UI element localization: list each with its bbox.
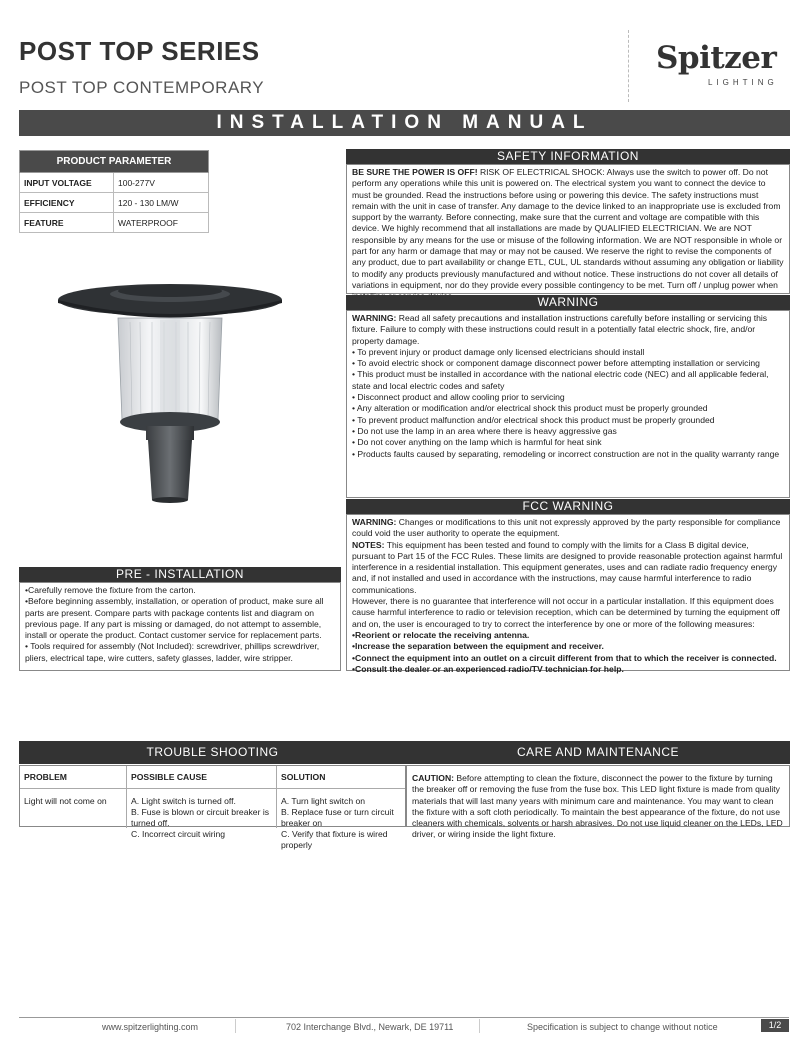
list-item: • To avoid electric shock or component damage disconnect power before attempting installation or servicing [352,358,760,369]
care-body: Before attempting to clean the fixture, disconnect the power to the fixture by turning the breaker off or removing the fuse from the fuse box. This LED light fixture is made from quality materials that will last many years with minimum care and maintenance. You may want to clean the fixture with a soft cloth periodically. To maintain the best appearance of the fixture, do not use cleaners with chemicals, solvents or harsh abrasives. Do not use liquid cleaner on the LEDs, LED driver, or wiring inside the light fixture. [412,773,783,840]
trouble-shooting-table [19,765,406,850]
list-item: • Products faults caused by separating, remodeling or incorrect construction are not in the quality warranty range [352,448,780,459]
page-number: 1/2 [761,1019,789,1032]
trouble-shooting-heading: TROUBLE SHOOTING [19,741,406,764]
brand-logo [656,40,790,92]
safety-body: RISK OF ELECTRICAL SHOCK: Always use the switch to power off. Do not perform any operations while this unit is powered on. The electrical system you want to connect the device to must be grounded. Read the instructions before using or powering this device. The safety instructions must remain with the unit in case of transfer. Any damage to the device linked to an inappropriate use is excluded from support by the warranty. Before connecting, make sure that the current and voltage are compatible with this device. We highly recommend that all installations are made by QUALIFIED ELECTRICIAN. We are NOT responsible by any means for the use or misuse of the following information. We are NOT responsible in whole or part for any harm or damage that may or may not be caused. We reserve the right to revise the components of any product, due to part availability or change ETL, CUL, UL standards without assuming any obligation or liability to modify any products previously manufactured and without notice. These instructions do not cover all details of variations in equipment, nor do they provide every possible contingency to be met. Turn off / unplug power when [352,167,784,290]
list-item: •Connect the equipment into an outlet on a circuit different from that to which the receiver is connected. [352,652,777,663]
post-top-lamp-illustration [40,270,300,530]
footer-separator [479,1019,480,1033]
param-value: WATERPROOF [114,213,209,233]
product-parameter-table [19,150,209,233]
list-item: • Tools required for assembly (Not Included): screwdriver, phillips screwdriver, pliers, electrical tape, wire cutters, safety glasses, ladder, wire stripper. [25,641,320,663]
param-value: 120 - 130 LM/W [114,193,209,213]
param-key: INPUT VOLTAGE [20,173,114,193]
product-parameter-heading: PRODUCT PARAMETER [20,151,209,173]
list-item: A. Light switch is turned off. [131,796,236,806]
column-divider [126,766,127,828]
list-item: C. Verify that fixture is wired properly [281,829,388,850]
footer-address: 702 Interchange Blvd., Newark, DE 19711 [286,1022,454,1032]
warning-lead: WARNING: [352,313,397,323]
column-header-solution: SOLUTION [281,772,326,782]
table-row [20,213,209,233]
list-item: • To prevent product malfunction and/or electrical shock this product must be properly grounded [352,414,715,425]
problem-cell: Light will not come on [24,796,107,806]
warning-intro: Read all safety precautions and installation instructions carefully before installing or servicing this fixture. Failure to comply with these instructions could result in a potentially fatal electric shock, fire, and/or property damage. [352,313,768,346]
warning-heading: WARNING [346,295,790,310]
fcc-text-notes: This equipment has been tested and found to comply with the limits for a Class B digital device, pursuant to Part 15 of the FCC Rules. These limits are designed to provide reasonable protection against harmful interference in a residential installation. This equipment generates, uses and can radiate radio frequency energy and, if not installed and used in accordance with the instructions, may cause harmful interference to radio communications. [352,539,783,595]
pre-installation-heading: PRE - INSTALLATION [19,567,341,582]
list-item: • This product must be installed in accordance with the national electric code (NEC) and all applicable federal, state and local electric codes and safety [352,369,769,391]
care-maintenance-heading: CARE AND MAINTENANCE [406,741,790,764]
fcc-lead-warning: WARNING: [352,517,397,527]
list-item: C. Incorrect circuit wiring [131,829,226,839]
fcc-heading: FCC WARNING [346,499,790,514]
column-header-cause: POSSIBLE CAUSE [131,772,207,782]
manual-title-bar: INSTALLATION MANUAL [19,110,790,136]
table-row [20,193,209,213]
param-key: FEATURE [20,213,114,233]
header-divider [20,788,405,789]
list-item: •Consult the dealer or an experienced radio/TV technician for help. [352,663,624,674]
column-header-problem: PROBLEM [24,772,67,782]
list-item: • Do not cover anything on the lamp which is harmful for heat sink [352,437,602,448]
page-subtitle: POST TOP CONTEMPORARY [19,78,265,97]
list-item: B. Fuse is blown or circuit breaker is turned off. [131,807,270,828]
column-divider [276,766,277,828]
table-row [20,173,209,193]
safety-lead: BE SURE THE POWER IS OFF! [352,167,478,177]
list-item: • Any alteration or modification and/or electrical shock this product must be properly grounded [352,403,708,414]
fcc-lead-notes: NOTES: [352,539,385,550]
warning-text [346,310,790,498]
fcc-text-warning: Changes or modifications to this unit not expressly approved by the party responsible for compliance could void the user authority to operate the equipment. [352,517,781,539]
fcc-text [346,514,790,674]
list-item: • Disconnect product and allow cooling prior to servicing [352,392,565,403]
list-item: •Increase the separation between the equipment and receiver. [352,641,604,652]
cause-cell [131,796,273,840]
list-item: •Before beginning assembly, installation, or operation of product, make sure all parts are present. Compare parts with package contents list and diagram on previous page. If any part is missing or damaged, do not attempt to assemble, install or operate the product. Contact customer service for replacement parts. [25,596,324,641]
care-maintenance-text [406,765,790,840]
pre-installation-text [19,582,341,671]
list-item: A. Turn light switch on [281,796,366,806]
logo-wordmark: Spitzer [656,40,777,76]
safety-heading: SAFETY INFORMATION [346,149,790,164]
footer-divider [19,1017,789,1018]
list-item: • To prevent injury or product damage only licensed electricians should install [352,346,645,357]
footer-website: www.spitzerlighting.com [102,1022,199,1032]
footer-separator [235,1019,236,1033]
list-item: • Do not use the lamp in an area where there is heavy aggressive gas [352,425,617,436]
list-item: •Carefully remove the fixture from the carton. [25,585,196,595]
care-lead: CAUTION: [412,773,455,783]
solution-cell [281,796,401,851]
logo-subtitle: LIGHTING [708,78,778,87]
footer-notice: Specification is subject to change without notice [527,1022,718,1032]
list-item: •Reorient or relocate the receiving antenna. [352,629,530,640]
header-divider [628,30,629,102]
page-title: POST TOP SERIES [19,36,260,66]
fcc-text-guarantee: However, there is no guarantee that interference will not occur in a particular installation. If this equipment does cause harmful interference to radio or television reception, which can be determined by turning the equipment off and on, the user is encouraged to try to correct the interference by one or more of the following measures: [352,596,780,629]
param-value: 100-277V [114,173,209,193]
safety-text [346,164,790,294]
param-key: EFFICIENCY [20,193,114,213]
list-item: B. Replace fuse or turn circuit breaker on [281,807,394,828]
